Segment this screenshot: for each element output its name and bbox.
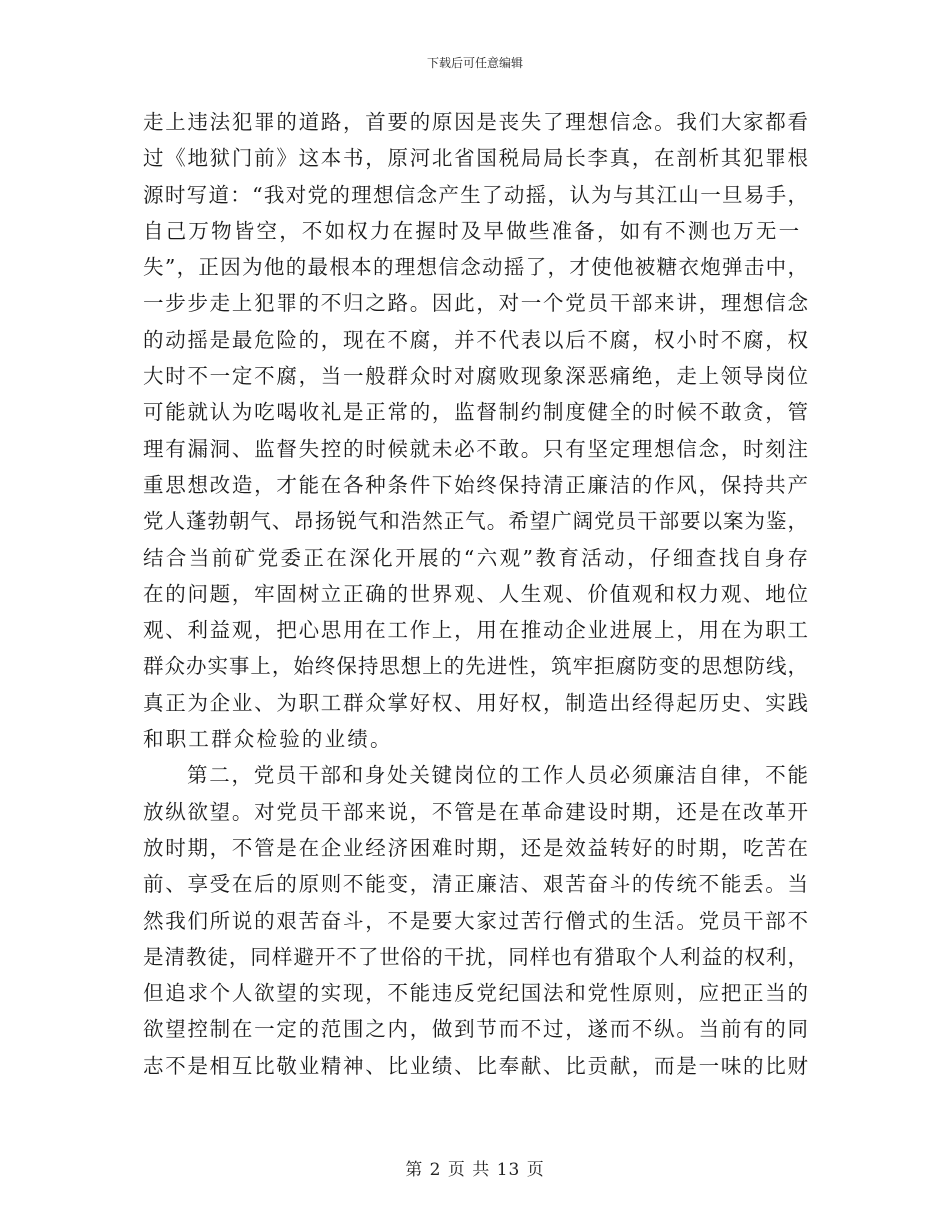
text-line: 自己万物皆空，不如权力在握时及早做些准备，如有不测也万无一 bbox=[143, 218, 802, 243]
text-line: 理有漏洞、监督失控的时候就未必不敢。只有坚定理想信念，时刻注 bbox=[143, 436, 808, 461]
text-line: 放时期，不管是在企业经济困难时期，还是效益转好的时期，吃苦在 bbox=[143, 835, 808, 860]
text-line: 但追求个人欲望的实现，不能违反党纪国法和党性原则，应把正当的 bbox=[143, 981, 808, 1006]
text-line: 放纵欲望。对党员干部来说，不管是在革命建设时期，还是在改革开 bbox=[143, 799, 808, 824]
text-line: 重思想改造，才能在各种条件下始终保持清正廉洁的作风，保持共产 bbox=[143, 472, 808, 497]
text-line: 欲望控制在一定的范围之内，做到节而不过，遂而不纵。当前有的同 bbox=[143, 1017, 808, 1042]
text-line: 在的问题，牢固树立正确的世界观、人生观、价值观和权力观、地位 bbox=[143, 581, 808, 606]
text-line: 然我们所说的艰苦奋斗，不是要大家过苦行僧式的生活。党员干部不 bbox=[143, 908, 808, 933]
text-line: 第二，党员干部和身处关键岗位的工作人员必须廉洁自律，不能 bbox=[187, 763, 808, 788]
document-body bbox=[143, 104, 808, 1084]
text-line: 真正为企业、为职工群众掌好权、用好权，制造出经得起历史、实践 bbox=[143, 690, 808, 715]
text-line: 是清教徒，同样避开不了世俗的干扰，同样也有猎取个人利益的权利， bbox=[143, 944, 808, 969]
page-number-footer: 第 2 页 共 13 页 bbox=[405, 1160, 545, 1180]
text-line: 志不是相互比敬业精神、比业绩、比奉献、比贡献，而是一味的比财 bbox=[143, 1053, 808, 1078]
text-line: 大时不一定不腐，当一般群众时对腐败现象深恶痛绝，走上领导岗位 bbox=[143, 364, 808, 389]
text-line: 源时写道：“我对党的理想信念产生了动摇，认为与其江山一旦易手， bbox=[143, 182, 808, 207]
text-line: 失”，正因为他的最根本的理想信念动摇了，才使他被糖衣炮弹击中， bbox=[143, 255, 808, 280]
text-line: 和职工群众检验的业绩。 bbox=[143, 727, 393, 752]
text-line: 前、享受在后的原则不能变，清正廉洁、艰苦奋斗的传统不能丢。当 bbox=[143, 872, 808, 897]
text-line: 党人蓬勃朝气、昂扬锐气和浩然正气。希望广阔党员干部要以案为鉴， bbox=[143, 509, 808, 534]
text-line: 走上违法犯罪的道路，首要的原因是丧失了理想信念。我们大家都看 bbox=[143, 110, 808, 134]
text-line: 一步步走上犯罪的不归之路。因此，对一个党员干部来讲，理想信念 bbox=[143, 291, 808, 316]
page-header-note: 下载后可任意编辑 bbox=[426, 56, 523, 70]
text-line: 可能就认为吃喝收礼是正常的，监督制约制度健全的时候不敢贪，管 bbox=[143, 400, 808, 425]
text-line: 的动摇是最危险的，现在不腐，并不代表以后不腐，权小时不腐，权 bbox=[143, 327, 808, 352]
text-line: 观、利益观，把心思用在工作上，用在推动企业进展上，用在为职工 bbox=[143, 618, 808, 643]
text-line: 结合当前矿党委正在深化开展的“六观”教育活动，仔细查找自身存 bbox=[143, 545, 808, 570]
text-line: 过《地狱门前》这本书，原河北省国税局局长李真，在剖析其犯罪根 bbox=[143, 146, 808, 171]
text-line: 群众办实事上，始终保持思想上的先进性，筑牢拒腐防变的思想防线， bbox=[143, 654, 808, 679]
